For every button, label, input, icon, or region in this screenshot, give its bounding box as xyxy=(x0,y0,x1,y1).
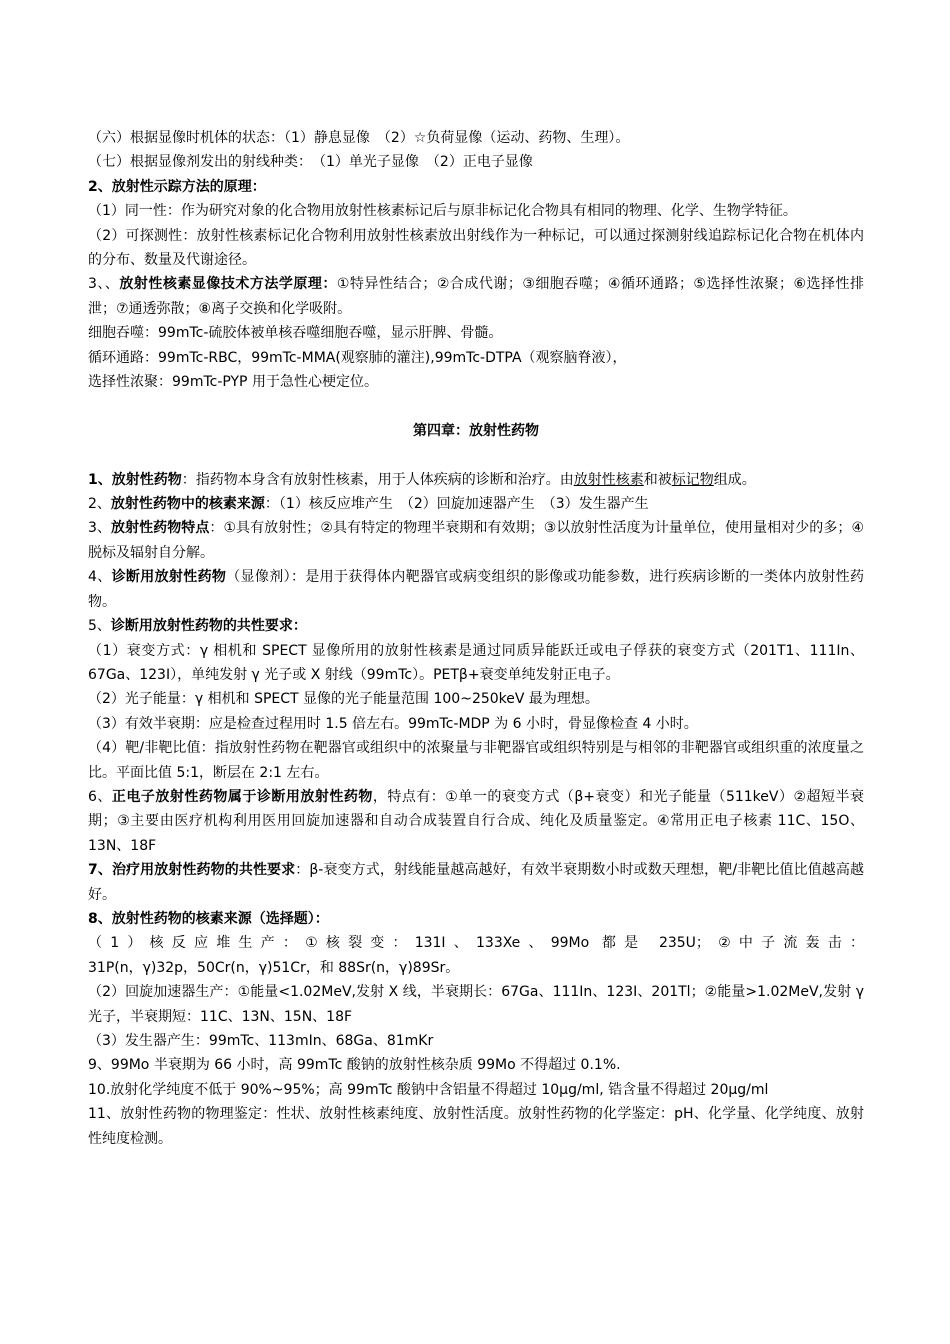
item-number: 7、 xyxy=(88,862,112,879)
section-heading-tracer-principle: 2、放射性示踪方法的原理： xyxy=(88,178,266,195)
spacer xyxy=(88,443,864,467)
item-heading: 放射性药物的核素来源（选择题）： xyxy=(111,910,329,927)
item-4 xyxy=(88,565,864,614)
item-2 xyxy=(88,492,864,516)
item-1 xyxy=(88,468,864,492)
item-number: 3、、 xyxy=(88,276,120,293)
document-page xyxy=(88,126,864,1151)
paragraph-imaging-principle xyxy=(88,272,864,321)
item-heading: 诊断用放射性药物的共性要求： xyxy=(110,618,307,635)
example-selective-uptake: 选择性浓聚：99mTc-PYP 用于急性心梗定位。 xyxy=(88,374,378,391)
item-5-photon-energy: （2）光子能量：γ 相机和 SPECT 显像的光子能量范围 100~250keV 最为理想。 xyxy=(88,691,599,708)
item-8-reactor-a: （1）核反应堆生产：①核裂变：131I、133Xe、99Mo 都是 235U；②中子流轰击： xyxy=(88,935,864,952)
item-7 xyxy=(88,858,864,907)
item-5-half-life: （3）有效半衰期：应是检查过程用时 1.5 倍左右。99mTc-MDP 为 6 小时，骨显像检查 4 小时。 xyxy=(88,715,698,732)
item-5-decay: （1）衰变方式：γ 相机和 SPECT 显像所用的放射性核素是通过同质异能跃迁或电子俘获的衰变方式（201T1、111In、67Ga、123I），单纯发射 γ 光子或 X 射线（99mTc）。PETβ+衰变单纯发射正电子。 xyxy=(88,642,864,683)
spacer xyxy=(88,394,864,418)
item-number: 5、 xyxy=(88,618,111,635)
item-heading: 诊断用放射性药物 xyxy=(111,569,227,586)
item-5 xyxy=(88,614,864,638)
item-10: 10.放射化学纯度不低于 90%~95%；高 99mTc 酸钠中含铝量不得超过 10μg/ml, 锆含量不得超过 20μg/ml xyxy=(88,1081,769,1098)
item-heading: 治疗用放射性药物的共性要求 xyxy=(111,862,296,879)
item-6 xyxy=(88,785,864,858)
item-text: ：指药物本身含有放射性核素，用于人体疾病的诊断和治疗。由 xyxy=(181,471,574,488)
item-text: ：β-衰变方式，射线能量越高越好，有效半衰期数小时或数天理想，靶/非靶比值比值越高越好。 xyxy=(88,862,865,903)
item-heading: 放射性药物中的核素来源 xyxy=(110,496,265,513)
item-number: 2、 xyxy=(88,496,111,513)
item-heading: 放射性核素显像技术方法学原理： xyxy=(119,276,337,293)
item-number: 6、 xyxy=(88,788,112,805)
item-heading: 放射性药物特点 xyxy=(111,520,210,537)
item-number: 8、 xyxy=(88,910,112,927)
item-text: 组成。 xyxy=(713,471,756,488)
item-3 xyxy=(88,516,864,565)
item-8-reactor-b: 31P(n，γ)32p，50Cr(n，γ)51Cr，和 88Sr(n，γ)89Sr。 xyxy=(88,959,460,976)
item-8-cyclotron: （2）回旋加速器生产：①能量<1.02MeV,发射 X 线，半衰期长：67Ga、111In、123I、201Tl；②能量>1.02MeV,发射 γ 光子，半衰期短：11C、13N、15N、18F xyxy=(88,984,864,1025)
classification-line-6: （六）根据显像时机体的状态：（1）静息显像 （2）☆负荷显像（运动、药物、生理）。 xyxy=(88,130,630,146)
paragraph-detectability: （2）可探测性：放射性核素标记化合物利用放射性核素放出射线作为一种标记，可以通过探测射线追踪标记化合物在机体内的分布、数量及代谢途径。 xyxy=(88,227,864,269)
item-heading: 正电子放射性药物属于诊断用放射性药物 xyxy=(111,788,373,805)
item-text: ：（1）核反应堆产生 （2）回旋加速器产生 （3）发生器产生 xyxy=(264,496,649,513)
item-11: 11、放射性药物的物理鉴定：性状、放射性核素纯度、放射性活度。放射性药物的化学鉴定：pH、化学量、化学纯度、放射性纯度检测。 xyxy=(88,1106,864,1147)
item-number: 3、 xyxy=(88,520,112,537)
item-number: 1、 xyxy=(88,471,112,488)
example-phagocytosis: 细胞吞噬：99mTc-硫胶体被单核吞噬细胞吞噬，显示肝脾、骨髓。 xyxy=(88,325,503,342)
item-text: ①特异性结合；②合成代谢；③细胞吞噬；④循环通路；⑤选择性浓聚；⑥选择性排泄；⑦通透弥散；⑧离子交换和化学吸附。 xyxy=(88,276,864,317)
item-text: 和被 xyxy=(643,471,672,488)
item-number: 4、 xyxy=(88,569,112,586)
item-5-target-ratio: （4）靶/非靶比值：指放射性药物在靶器官或组织中的浓聚量与非靶器官或组织特别是与相邻的非靶器官或组织重的浓度量之比。平面比值 5:1，断层在 2:1 左右。 xyxy=(88,740,864,781)
classification-line-7: （七）根据显像剂发出的射线种类： （1）单光子显像 （2）正电子显像 xyxy=(88,154,533,171)
item-text: ：①具有放射性；②具有特定的物理半衰期和有效期；③以放射性活度为计量单位，使用量相对少的多；④脱标及辐射自分解。 xyxy=(88,520,864,561)
underlined-term: 放射性核素 xyxy=(573,471,644,488)
item-text: ，特点有：①单一的衰变方式（β+衰变）和光子能量（511keV）②超短半衰期；③主要由医疗机构利用医用回旋加速器和自动合成装置自行合成、纯化及质量鉴定。④常用正电子核素 11C、15O、13N、18F xyxy=(88,788,864,854)
example-circulation: 循环通路：99mTc-RBC，99mTc-MMA(观察肺的灌注),99mTc-DTPA（观察脑脊液）， xyxy=(88,349,627,366)
paragraph-identity: （1）同一性：作为研究对象的化合物用放射性核素标记后与原非标记化合物具有相同的物理、化学、生物学特征。 xyxy=(88,203,797,220)
underlined-term: 标记物 xyxy=(671,471,714,488)
item-text: （显像剂）：是用于获得体内靶器官或病变组织的影像或功能参数，进行疾病诊断的一类体内放射性药物。 xyxy=(88,569,864,610)
chapter-title: 第四章：放射性药物 xyxy=(413,422,539,439)
item-heading: 放射性药物 xyxy=(111,471,182,488)
item-8-generator: （3）发生器产生：99mTc、113mIn、68Ga、81mKr xyxy=(88,1033,434,1049)
item-8 xyxy=(88,907,864,931)
item-9: 9、99Mo 半衰期为 66 小时，高 99mTc 酸钠的放射性核杂质 99Mo 不得超过 0.1%. xyxy=(88,1057,621,1074)
